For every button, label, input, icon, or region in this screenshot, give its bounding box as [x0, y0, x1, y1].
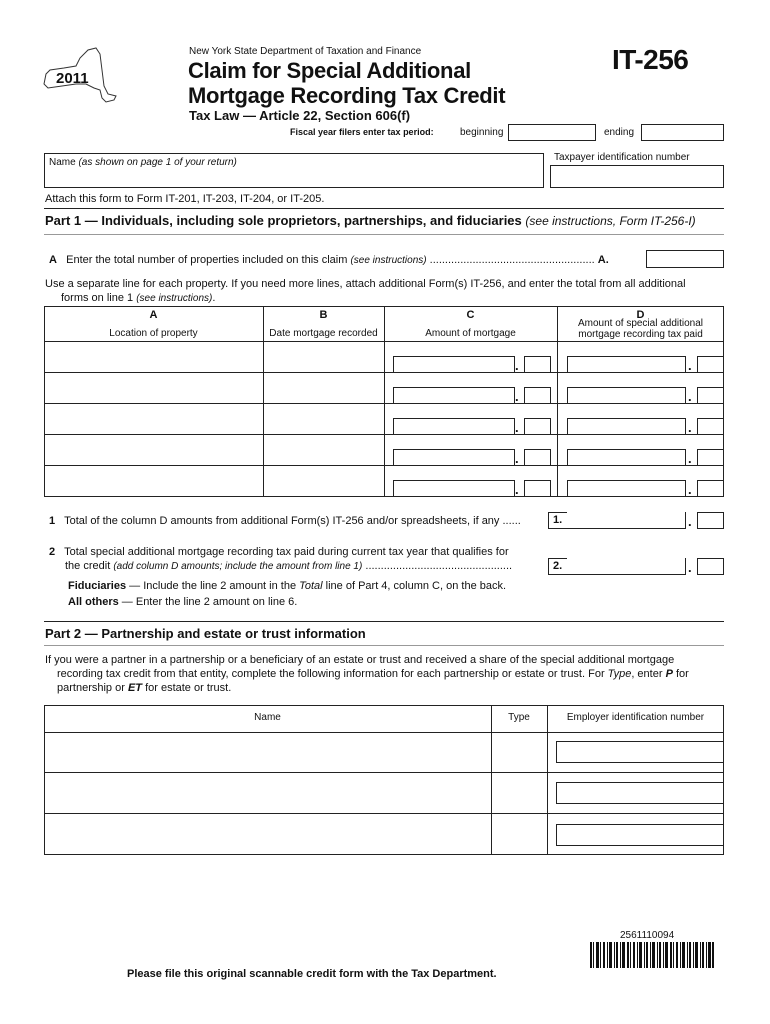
mortgage-amount-field[interactable] [393, 387, 515, 404]
location-field[interactable] [48, 441, 258, 459]
col-b-label: Date mortgage recorded [269, 328, 378, 339]
location-field[interactable] [48, 348, 258, 366]
col-a-label: Location of property [109, 328, 198, 339]
mortgage-cents-field[interactable] [524, 449, 551, 466]
entity-name-field[interactable] [48, 824, 486, 844]
name-field[interactable] [44, 153, 544, 188]
mortgage-cents-field[interactable] [524, 387, 551, 404]
tax-decimal: . [688, 420, 692, 435]
tax-cents-field[interactable] [697, 387, 724, 404]
line2: 2 Total special additional mortgage recording tax paid during current tax year that qualifies for the credit (add column D amounts; include the amount from line 1) ................................................ [49, 546, 513, 572]
tax-amount-field[interactable] [567, 356, 686, 373]
part2-col-ein: Employer identification number [566, 712, 705, 723]
part1-title: Part 1 — Individuals, including sole proprietors, partnerships, and fiduciaries (see instructions, Form IT-256-I) [45, 213, 696, 228]
form-title-line1: Claim for Special Additional [188, 58, 471, 83]
tax-cents-field[interactable] [697, 356, 724, 373]
part1-row-1 [0, 342, 770, 372]
location-field[interactable] [48, 472, 258, 490]
name-label: Name [49, 157, 76, 168]
tax-cents-field[interactable] [697, 418, 724, 435]
line1: 1 Total of the column D amounts from additional Form(s) IT-256 and/or spreadsheets, if any ...... [49, 515, 521, 527]
ending-label: ending [604, 127, 635, 138]
ending-date-field[interactable] [641, 124, 724, 141]
mortgage-decimal: . [515, 420, 519, 435]
entity-type-field[interactable] [495, 824, 543, 844]
part2-col-name: Name [254, 712, 281, 723]
attach-instruction: Attach this form to Form IT-201, IT-203, IT-204, or IT-205. [45, 193, 325, 205]
line2-decimal: . [688, 560, 692, 575]
tin-field[interactable] [550, 165, 724, 188]
date-field[interactable] [267, 379, 379, 397]
mortgage-decimal: . [515, 389, 519, 404]
barcode [590, 942, 714, 968]
location-field[interactable] [48, 410, 258, 428]
tax-cents-field[interactable] [697, 449, 724, 466]
mortgage-decimal: . [515, 482, 519, 497]
ein-field[interactable] [556, 782, 724, 804]
part2-title: Part 2 — Partnership and estate or trust information [45, 626, 366, 641]
mortgage-decimal: . [515, 358, 519, 373]
mortgage-amount-field[interactable] [393, 449, 515, 466]
col-c-label: Amount of mortgage [425, 328, 516, 339]
date-field[interactable] [267, 348, 379, 366]
part2-intro: If you were a partner in a partnership or a beneficiary of an estate or trust and received a share of the special additional mortgage recording tax credit from that entity, complete the following information for each partnership or estate or trust. For Type, enter P for partnership or ET for estate or trust. [45, 654, 689, 694]
col-d-letter: D [636, 309, 645, 321]
line2-cents-field[interactable] [697, 558, 724, 575]
part2-col-type: Type [508, 712, 530, 723]
mortgage-decimal: . [515, 451, 519, 466]
tax-amount-field[interactable] [567, 387, 686, 404]
tax-decimal: . [688, 389, 692, 404]
col-c-letter: C [466, 309, 475, 321]
date-field[interactable] [267, 472, 379, 490]
lineA-input[interactable] [646, 250, 724, 268]
line2-amount-field[interactable] [567, 558, 686, 575]
line1-ref-box: 1. [548, 512, 568, 529]
department-name: New York State Department of Taxation and Finance [189, 46, 422, 57]
date-field[interactable] [267, 410, 379, 428]
beginning-date-field[interactable] [508, 124, 596, 141]
tax-decimal: . [688, 358, 692, 373]
col-a-letter: A [149, 309, 158, 321]
lineA: A Enter the total number of properties included on this claim (see instructions) ...................................................... A. [49, 254, 609, 266]
part1-rule-top [44, 208, 724, 209]
barcode-number: 2561110094 [620, 930, 675, 941]
tax-cents-field[interactable] [697, 480, 724, 497]
tax-decimal: . [688, 482, 692, 497]
part1-row-3 [0, 404, 770, 434]
part1-rule-bottom [44, 234, 724, 235]
part2-row-2 [0, 773, 770, 813]
tax-amount-field[interactable] [567, 418, 686, 435]
line1-decimal: . [688, 514, 692, 529]
part1-row-4 [0, 435, 770, 465]
entity-type-field[interactable] [495, 743, 543, 763]
part2-rule-top [44, 621, 724, 622]
location-field[interactable] [48, 379, 258, 397]
ein-field[interactable] [556, 824, 724, 846]
tin-label: Taxpayer identification number [554, 152, 690, 163]
line1-cents-field[interactable] [697, 512, 724, 529]
part1-row-5 [0, 466, 770, 496]
tax-amount-field[interactable] [567, 449, 686, 466]
part1-row-2 [0, 373, 770, 403]
entity-name-field[interactable] [48, 743, 486, 763]
form-title-line2: Mortgage Recording Tax Credit [188, 83, 506, 108]
mortgage-amount-field[interactable] [393, 480, 515, 497]
date-field[interactable] [267, 441, 379, 459]
fiscal-year-label: Fiscal year filers enter tax period: [290, 127, 434, 137]
form-number: IT-256 [612, 44, 689, 75]
part2-row-3 [0, 814, 770, 855]
tax-decimal: . [688, 451, 692, 466]
mortgage-amount-field[interactable] [393, 356, 515, 373]
allothers-note: All others — Enter the line 2 amount on line 6. [68, 596, 298, 608]
entity-type-field[interactable] [495, 783, 543, 803]
mortgage-cents-field[interactable] [524, 418, 551, 435]
mortgage-cents-field[interactable] [524, 480, 551, 497]
tax-year: 2011 [56, 70, 89, 87]
ein-field[interactable] [556, 741, 724, 763]
line1-amount-field[interactable] [567, 512, 686, 529]
tax-amount-field[interactable] [567, 480, 686, 497]
separate-line-instruction: Use a separate line for each property. If you need more lines, attach additional Form(s) IT-256, and enter the total from all additional forms on line 1 (see instructions). [45, 278, 686, 304]
part1-title-hint: (see instructions, Form IT-256-I) [525, 214, 696, 228]
line2-ref-box: 2. [548, 558, 568, 575]
col-d-label: Amount of special additional mortgage recording tax paid [577, 318, 704, 340]
mortgage-cents-field[interactable] [524, 356, 551, 373]
part2-row-1 [0, 733, 770, 772]
beginning-label: beginning [460, 127, 504, 138]
file-note: Please file this original scannable credit form with the Tax Department. [127, 968, 497, 980]
col-b-letter: B [319, 309, 328, 321]
name-hint: (as shown on page 1 of your return) [78, 157, 237, 168]
entity-name-field[interactable] [48, 783, 486, 803]
form-subtitle: Tax Law — Article 22, Section 606(f) [189, 108, 411, 123]
part2-rule-bottom [44, 645, 724, 646]
fiduciaries-note: Fiduciaries — Include the line 2 amount in the Total line of Part 4, column C, on the back. [68, 580, 507, 592]
mortgage-amount-field[interactable] [393, 418, 515, 435]
